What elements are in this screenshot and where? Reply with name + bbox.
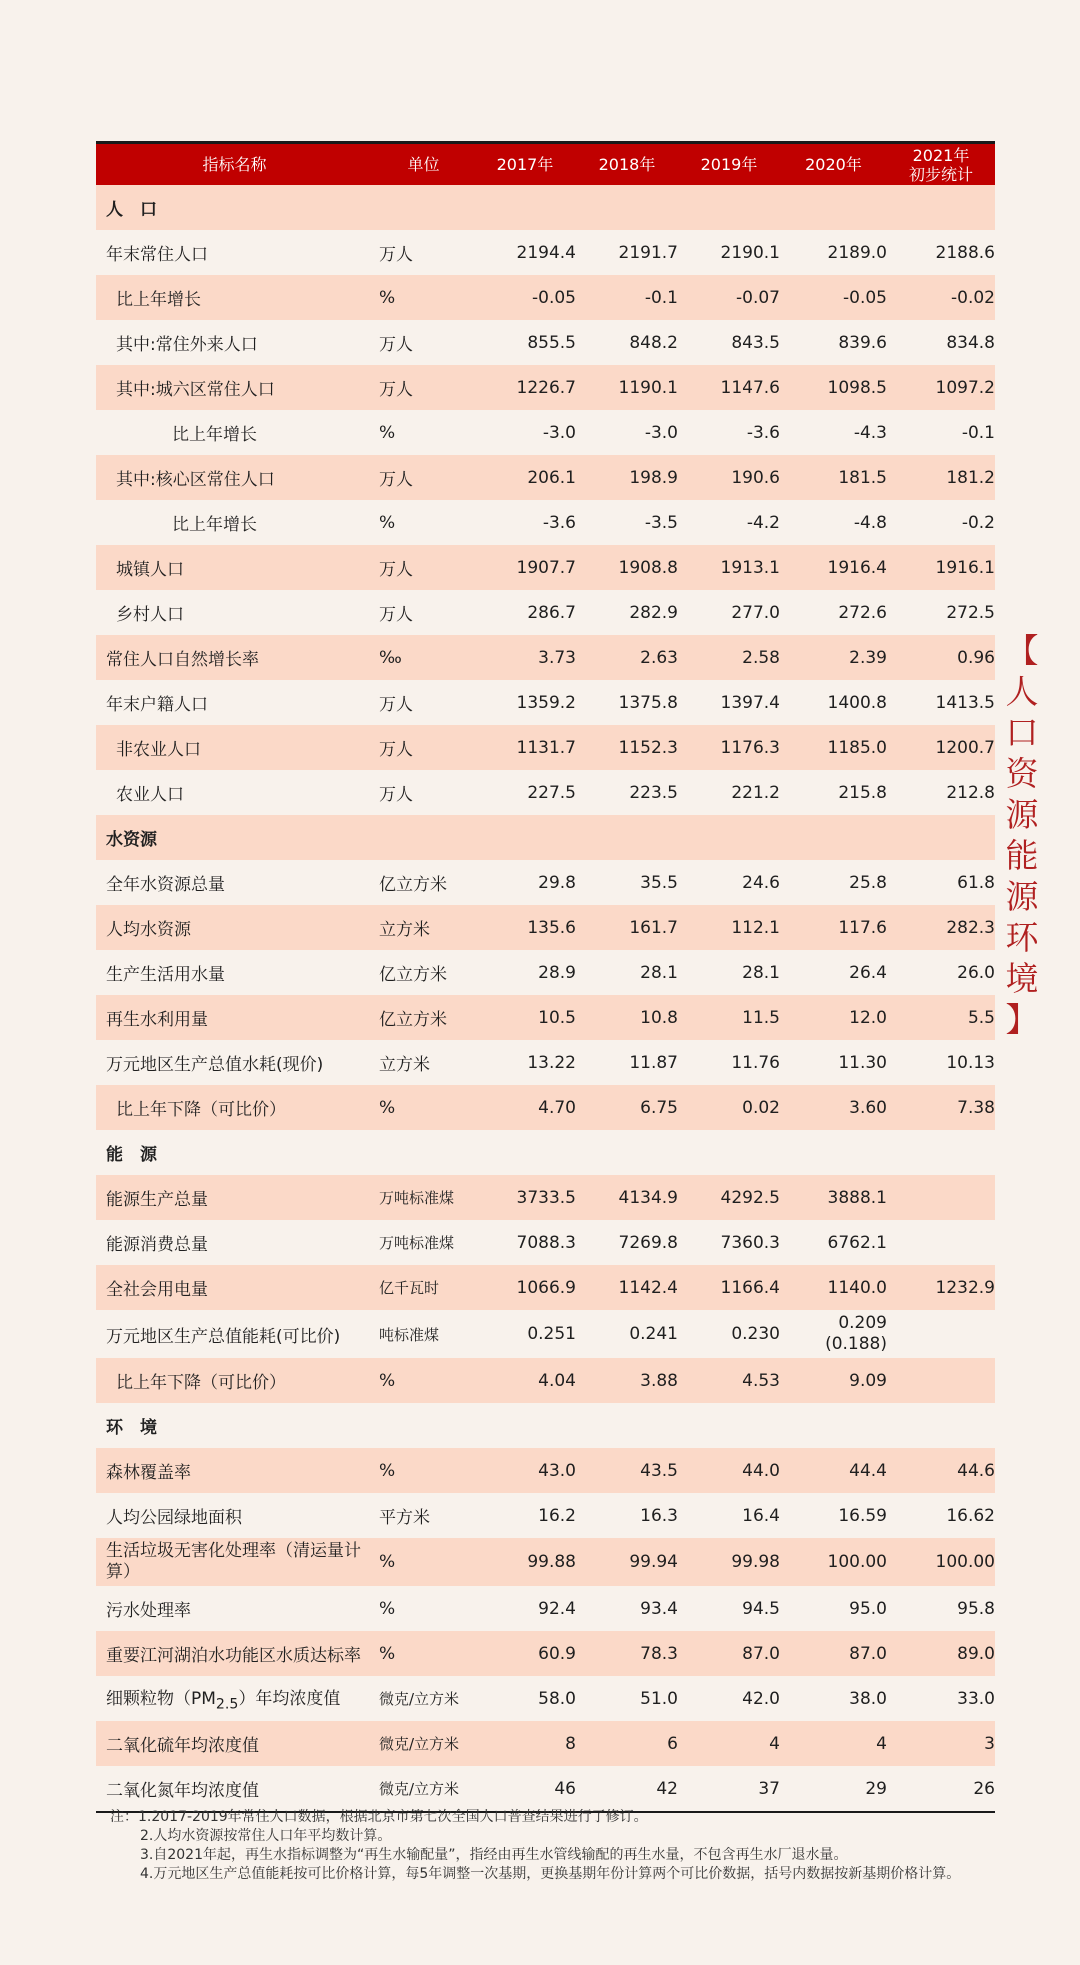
indicator-name: 森林覆盖率 xyxy=(96,1448,373,1493)
value-2020: 29 xyxy=(780,1766,887,1812)
unit: 立方米 xyxy=(373,905,474,950)
value-2019: 28.1 xyxy=(678,950,780,995)
table-row xyxy=(96,860,995,905)
unit: % xyxy=(373,1538,474,1586)
value-2020: 0.209 (0.188) xyxy=(780,1310,887,1358)
value-2018: 1190.1 xyxy=(576,365,678,410)
value-2019: 1166.4 xyxy=(678,1265,780,1310)
value-2021: 1413.5 xyxy=(887,680,995,725)
value-2020: 2189.0 xyxy=(780,230,887,275)
value-2017: 7088.3 xyxy=(474,1220,576,1265)
indicator-name: 重要江河湖泊水功能区水质达标率 xyxy=(96,1631,373,1676)
value-2018: -0.1 xyxy=(576,275,678,320)
value-2021: 7.38 xyxy=(887,1085,995,1130)
value-2019: 16.4 xyxy=(678,1493,780,1538)
side-title xyxy=(1001,630,1043,1040)
unit: 立方米 xyxy=(373,1040,474,1085)
value-2020: -4.8 xyxy=(780,500,887,545)
header-2020: 2020年 xyxy=(780,143,887,186)
side-title-char: 人 xyxy=(1005,672,1039,711)
indicator-name: 城镇人口 xyxy=(96,545,373,590)
value-2019: 4292.5 xyxy=(678,1175,780,1220)
indicator-name: 其中:城六区常住人口 xyxy=(96,365,373,410)
unit: 万人 xyxy=(373,455,474,500)
unit: 亿立方米 xyxy=(373,995,474,1040)
unit: ‰ xyxy=(373,635,474,680)
header-indicator: 指标名称 xyxy=(96,143,373,186)
value-2018: 99.94 xyxy=(576,1538,678,1586)
table-row xyxy=(96,1040,995,1085)
table-row xyxy=(96,1265,995,1310)
indicator-name: 年末常住人口 xyxy=(96,230,373,275)
value-2018: 42 xyxy=(576,1766,678,1812)
unit: % xyxy=(373,1586,474,1631)
note-line: 3.自2021年起，再生水指标调整为“再生水输配量”，指经由再生水管线输配的再生水量，不包含再生水厂退水量。 xyxy=(140,1847,848,1863)
table-row xyxy=(96,995,995,1040)
note-line: 2.人均水资源按常住人口年平均数计算。 xyxy=(140,1828,392,1844)
value-2017: 16.2 xyxy=(474,1493,576,1538)
table-row xyxy=(96,1766,995,1812)
table-row xyxy=(96,725,995,770)
value-2020: 1098.5 xyxy=(780,365,887,410)
indicator-name: 全社会用电量 xyxy=(96,1265,373,1310)
value-2018: 223.5 xyxy=(576,770,678,815)
table-row xyxy=(96,1220,995,1265)
unit: 万人 xyxy=(373,590,474,635)
value-2017: 286.7 xyxy=(474,590,576,635)
value-2019: 190.6 xyxy=(678,455,780,500)
table-row xyxy=(96,1631,995,1676)
value-2020: 839.6 xyxy=(780,320,887,365)
unit: 亿立方米 xyxy=(373,860,474,905)
value-2018: 43.5 xyxy=(576,1448,678,1493)
value-2018: 28.1 xyxy=(576,950,678,995)
value-2021: 44.6 xyxy=(887,1448,995,1493)
value-2019: 11.76 xyxy=(678,1040,780,1085)
table-row xyxy=(96,320,995,365)
section-row xyxy=(96,185,995,230)
value-2019: -4.2 xyxy=(678,500,780,545)
value-2017: -0.05 xyxy=(474,275,576,320)
value-2018: -3.5 xyxy=(576,500,678,545)
value-2021: 16.62 xyxy=(887,1493,995,1538)
section-title: 人 口 xyxy=(96,185,995,230)
indicator-name: 比上年增长 xyxy=(96,275,373,320)
value-2020: 1916.4 xyxy=(780,545,887,590)
value-2021: 212.8 xyxy=(887,770,995,815)
value-2019: 1176.3 xyxy=(678,725,780,770)
value-2017: 13.22 xyxy=(474,1040,576,1085)
indicator-name: 污水处理率 xyxy=(96,1586,373,1631)
unit: % xyxy=(373,1631,474,1676)
value-2017: -3.0 xyxy=(474,410,576,455)
value-2017: 3733.5 xyxy=(474,1175,576,1220)
table-row xyxy=(96,905,995,950)
table-row xyxy=(96,680,995,725)
unit: 吨标准煤 xyxy=(373,1310,474,1358)
table-row xyxy=(96,1721,995,1766)
value-2021: 1916.1 xyxy=(887,545,995,590)
value-2021: 181.2 xyxy=(887,455,995,500)
table-row xyxy=(96,1310,995,1358)
value-2021 xyxy=(887,1310,995,1358)
value-2020: 100.00 xyxy=(780,1538,887,1586)
value-2018: 6 xyxy=(576,1721,678,1766)
value-2020: 1185.0 xyxy=(780,725,887,770)
value-2017: 58.0 xyxy=(474,1676,576,1721)
unit: % xyxy=(373,410,474,455)
value-2017: -3.6 xyxy=(474,500,576,545)
value-2019: 2190.1 xyxy=(678,230,780,275)
value-2021: 834.8 xyxy=(887,320,995,365)
value-2018: 1152.3 xyxy=(576,725,678,770)
indicator-name: 比上年下降（可比价） xyxy=(96,1085,373,1130)
header-2019: 2019年 xyxy=(678,143,780,186)
value-2018: 0.241 xyxy=(576,1310,678,1358)
value-2018: 16.3 xyxy=(576,1493,678,1538)
table-row xyxy=(96,1358,995,1403)
unit: % xyxy=(373,1085,474,1130)
value-2019: 277.0 xyxy=(678,590,780,635)
value-2019: 0.02 xyxy=(678,1085,780,1130)
value-2017: 855.5 xyxy=(474,320,576,365)
value-2020: 87.0 xyxy=(780,1631,887,1676)
value-2020: 117.6 xyxy=(780,905,887,950)
value-2017: 1066.9 xyxy=(474,1265,576,1310)
value-2020: 16.59 xyxy=(780,1493,887,1538)
unit: % xyxy=(373,1358,474,1403)
value-2019: 1913.1 xyxy=(678,545,780,590)
value-2019: 2.58 xyxy=(678,635,780,680)
side-title-char: 资 xyxy=(1005,754,1039,793)
value-2019: 843.5 xyxy=(678,320,780,365)
value-2017: 4.04 xyxy=(474,1358,576,1403)
value-2019: 24.6 xyxy=(678,860,780,905)
value-2021 xyxy=(887,1220,995,1265)
value-2018: -3.0 xyxy=(576,410,678,455)
table-row xyxy=(96,1085,995,1130)
indicator-name: 万元地区生产总值能耗(可比价) xyxy=(96,1310,373,1358)
value-2019: 94.5 xyxy=(678,1586,780,1631)
indicator-name: 比上年增长 xyxy=(96,410,373,455)
unit: 微克/立方米 xyxy=(373,1721,474,1766)
value-2020: 215.8 xyxy=(780,770,887,815)
unit: 万人 xyxy=(373,725,474,770)
value-2017: 135.6 xyxy=(474,905,576,950)
side-title-char: 源 xyxy=(1005,877,1039,916)
value-2019: 44.0 xyxy=(678,1448,780,1493)
value-2020: 1140.0 xyxy=(780,1265,887,1310)
table-row xyxy=(96,635,995,680)
table-row xyxy=(96,590,995,635)
indicator-name: 年末户籍人口 xyxy=(96,680,373,725)
value-2018: 1908.8 xyxy=(576,545,678,590)
value-2020: 1400.8 xyxy=(780,680,887,725)
side-title-char: 环 xyxy=(1005,918,1039,957)
value-2018: 2.63 xyxy=(576,635,678,680)
header-2021: 2021年 初步统计 xyxy=(887,143,995,186)
value-2017: 8 xyxy=(474,1721,576,1766)
table-row xyxy=(96,770,995,815)
value-2021: 0.96 xyxy=(887,635,995,680)
value-2019: 4.53 xyxy=(678,1358,780,1403)
value-2019: 112.1 xyxy=(678,905,780,950)
note-line: 4.万元地区生产总值能耗按可比价格计算，每5年调整一次基期，更换基期年份计算两个可比价数据，括号内数据按新基期价格计算。 xyxy=(140,1866,961,1882)
side-title-char: 口 xyxy=(1005,713,1039,752)
value-2019: 99.98 xyxy=(678,1538,780,1586)
value-2019: -3.6 xyxy=(678,410,780,455)
indicator-name: 其中:核心区常住人口 xyxy=(96,455,373,500)
value-2020: 11.30 xyxy=(780,1040,887,1085)
value-2017: 1226.7 xyxy=(474,365,576,410)
indicator-name: 细颗粒物$(PM_{2.5})$年均浓度值 xyxy=(96,1676,373,1721)
value-2017: 1359.2 xyxy=(474,680,576,725)
header-2017: 2017年 xyxy=(474,143,576,186)
unit: 亿立方米 xyxy=(373,950,474,995)
value-2020: -4.3 xyxy=(780,410,887,455)
indicator-name: 二氧化硫年均浓度值 xyxy=(96,1721,373,1766)
table-row xyxy=(96,950,995,995)
unit: 微克/立方米 xyxy=(373,1676,474,1721)
value-2017: 92.4 xyxy=(474,1586,576,1631)
value-2018: 282.9 xyxy=(576,590,678,635)
value-2021: 1232.9 xyxy=(887,1265,995,1310)
value-2019: -0.07 xyxy=(678,275,780,320)
table-row xyxy=(96,410,995,455)
section-title: 水资源 xyxy=(96,815,995,860)
indicator-name: 全年水资源总量 xyxy=(96,860,373,905)
table-row xyxy=(96,1448,995,1493)
value-2020: 44.4 xyxy=(780,1448,887,1493)
table-row xyxy=(96,545,995,590)
value-2021 xyxy=(887,1358,995,1403)
indicator-name: 二氧化氮年均浓度值 xyxy=(96,1766,373,1812)
unit: 亿千瓦时 xyxy=(373,1265,474,1310)
value-2018: 6.75 xyxy=(576,1085,678,1130)
value-2017: 10.5 xyxy=(474,995,576,1040)
value-2018: 4134.9 xyxy=(576,1175,678,1220)
table-row xyxy=(96,1493,995,1538)
indicator-name: 乡村人口 xyxy=(96,590,373,635)
value-2017: 60.9 xyxy=(474,1631,576,1676)
value-2021: 100.00 xyxy=(887,1538,995,1586)
value-2021: -0.1 xyxy=(887,410,995,455)
value-2018: 161.7 xyxy=(576,905,678,950)
value-2020: 38.0 xyxy=(780,1676,887,1721)
value-2021: 2188.6 xyxy=(887,230,995,275)
value-2019: 221.2 xyxy=(678,770,780,815)
indicator-name: 比上年增长 xyxy=(96,500,373,545)
value-2020: 181.5 xyxy=(780,455,887,500)
indicator-name: 能源生产总量 xyxy=(96,1175,373,1220)
side-title-char: 】 xyxy=(1005,1000,1039,1039)
value-2018: 3.88 xyxy=(576,1358,678,1403)
side-title-char: 源 xyxy=(1005,795,1039,834)
value-2021: 282.3 xyxy=(887,905,995,950)
unit: 万人 xyxy=(373,680,474,725)
value-2017: 1131.7 xyxy=(474,725,576,770)
value-2019: 0.230 xyxy=(678,1310,780,1358)
value-2017: 46 xyxy=(474,1766,576,1812)
value-2018: 1375.8 xyxy=(576,680,678,725)
indicator-name: 非农业人口 xyxy=(96,725,373,770)
value-2021: 3 xyxy=(887,1721,995,1766)
value-2019: 7360.3 xyxy=(678,1220,780,1265)
unit: 万人 xyxy=(373,230,474,275)
indicator-name: 人均水资源 xyxy=(96,905,373,950)
value-2021: 5.5 xyxy=(887,995,995,1040)
unit: 万人 xyxy=(373,545,474,590)
value-2021: 61.8 xyxy=(887,860,995,905)
table-header-row xyxy=(96,143,995,186)
unit: % xyxy=(373,500,474,545)
indicator-name: 能源消费总量 xyxy=(96,1220,373,1265)
value-2020: 3.60 xyxy=(780,1085,887,1130)
value-2017: 43.0 xyxy=(474,1448,576,1493)
value-2020: 272.6 xyxy=(780,590,887,635)
indicator-name: 常住人口自然增长率 xyxy=(96,635,373,680)
unit: 平方米 xyxy=(373,1493,474,1538)
side-title-char: 能 xyxy=(1005,836,1039,875)
value-2021: 1200.7 xyxy=(887,725,995,770)
value-2021: 89.0 xyxy=(887,1631,995,1676)
table-row xyxy=(96,275,995,320)
value-2018: 51.0 xyxy=(576,1676,678,1721)
value-2020: 3888.1 xyxy=(780,1175,887,1220)
side-title-char: 境 xyxy=(1005,959,1039,998)
indicator-name: 再生水利用量 xyxy=(96,995,373,1040)
value-2017: 99.88 xyxy=(474,1538,576,1586)
value-2017: 1907.7 xyxy=(474,545,576,590)
value-2020: -0.05 xyxy=(780,275,887,320)
table-row xyxy=(96,1538,995,1586)
value-2021: -0.02 xyxy=(887,275,995,320)
value-2018: 78.3 xyxy=(576,1631,678,1676)
value-2021 xyxy=(887,1175,995,1220)
unit: 万吨标准煤 xyxy=(373,1220,474,1265)
value-2019: 42.0 xyxy=(678,1676,780,1721)
side-title-char: 【 xyxy=(1005,631,1039,670)
value-2019: 4 xyxy=(678,1721,780,1766)
value-2017: 29.8 xyxy=(474,860,576,905)
value-2020: 2.39 xyxy=(780,635,887,680)
value-2021: 26.0 xyxy=(887,950,995,995)
value-2020: 6762.1 xyxy=(780,1220,887,1265)
footnotes xyxy=(110,1808,990,1884)
value-2018: 10.8 xyxy=(576,995,678,1040)
value-2018: 1142.4 xyxy=(576,1265,678,1310)
value-2021: 33.0 xyxy=(887,1676,995,1721)
value-2021: 95.8 xyxy=(887,1586,995,1631)
section-row xyxy=(96,815,995,860)
value-2020: 4 xyxy=(780,1721,887,1766)
indicator-name: 万元地区生产总值水耗(现价) xyxy=(96,1040,373,1085)
value-2020: 25.8 xyxy=(780,860,887,905)
table-body xyxy=(96,185,995,1812)
unit: 微克/立方米 xyxy=(373,1766,474,1812)
table-row xyxy=(96,1586,995,1631)
value-2017: 0.251 xyxy=(474,1310,576,1358)
section-row xyxy=(96,1130,995,1175)
value-2018: 198.9 xyxy=(576,455,678,500)
table-row xyxy=(96,1175,995,1220)
table-row xyxy=(96,1676,995,1721)
value-2018: 848.2 xyxy=(576,320,678,365)
value-2017: 4.70 xyxy=(474,1085,576,1130)
section-title: 能 源 xyxy=(96,1130,995,1175)
value-2017: 3.73 xyxy=(474,635,576,680)
indicator-name: 比上年下降（可比价） xyxy=(96,1358,373,1403)
value-2017: 227.5 xyxy=(474,770,576,815)
value-2017: 28.9 xyxy=(474,950,576,995)
value-2021: -0.2 xyxy=(887,500,995,545)
unit: % xyxy=(373,1448,474,1493)
section-title: 环 境 xyxy=(96,1403,995,1448)
value-2019: 1147.6 xyxy=(678,365,780,410)
value-2021: 272.5 xyxy=(887,590,995,635)
indicator-name: 人均公园绿地面积 xyxy=(96,1493,373,1538)
value-2020: 12.0 xyxy=(780,995,887,1040)
value-2017: 2194.4 xyxy=(474,230,576,275)
indicator-name: 生产生活用水量 xyxy=(96,950,373,995)
value-2021: 26 xyxy=(887,1766,995,1812)
note-line: 注：1.2017-2019年常住人口数据，根据北京市第七次全国人口普查结果进行了修订。 xyxy=(110,1809,648,1825)
value-2019: 11.5 xyxy=(678,995,780,1040)
unit: 万人 xyxy=(373,320,474,365)
value-2018: 7269.8 xyxy=(576,1220,678,1265)
unit: 万人 xyxy=(373,365,474,410)
value-2020: 95.0 xyxy=(780,1586,887,1631)
indicator-name: 农业人口 xyxy=(96,770,373,815)
value-2019: 1397.4 xyxy=(678,680,780,725)
value-2017: 206.1 xyxy=(474,455,576,500)
header-2018: 2018年 xyxy=(576,143,678,186)
unit: % xyxy=(373,275,474,320)
section-row xyxy=(96,1403,995,1448)
table-row xyxy=(96,230,995,275)
table-row xyxy=(96,365,995,410)
value-2019: 87.0 xyxy=(678,1631,780,1676)
table-row xyxy=(96,500,995,545)
value-2020: 9.09 xyxy=(780,1358,887,1403)
table-row xyxy=(96,455,995,500)
value-2018: 11.87 xyxy=(576,1040,678,1085)
value-2021: 10.13 xyxy=(887,1040,995,1085)
value-2020: 26.4 xyxy=(780,950,887,995)
statistics-table xyxy=(96,141,995,1813)
indicator-name: 其中:常住外来人口 xyxy=(96,320,373,365)
value-2018: 2191.7 xyxy=(576,230,678,275)
value-2018: 35.5 xyxy=(576,860,678,905)
value-2018: 93.4 xyxy=(576,1586,678,1631)
value-2019: 37 xyxy=(678,1766,780,1812)
value-2021: 1097.2 xyxy=(887,365,995,410)
indicator-name: 生活垃圾无害化处理率（清运量计算） xyxy=(96,1538,373,1586)
unit: 万人 xyxy=(373,770,474,815)
unit: 万吨标准煤 xyxy=(373,1175,474,1220)
header-unit: 单位 xyxy=(373,143,474,186)
